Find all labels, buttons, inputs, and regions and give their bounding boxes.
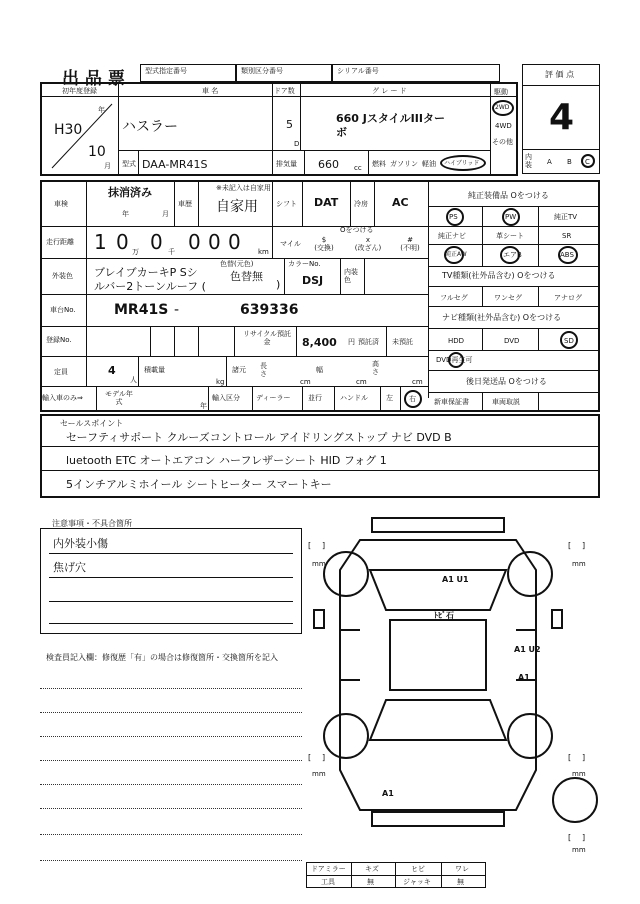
sales-line-2: luetooth ETC オートエアコン ハーフレザーシート HID フォグ 1 bbox=[66, 454, 387, 467]
mark-tobiishi: ﾄﾋﾞ石 bbox=[434, 611, 454, 620]
mark-a1-bottom: A1 bbox=[382, 789, 394, 798]
score-box: 評 価 点 4 内装 A B C bbox=[522, 64, 600, 174]
car-name: ハスラー bbox=[122, 119, 178, 135]
month-value: 10 bbox=[88, 144, 106, 160]
recycle-fee: 8,400 bbox=[302, 336, 337, 349]
mileage-row: 走行距離 1 0 万 0 千 0 0 0 km マイル Oをつける $ (交換) x (改ざん) # (不明) bbox=[46, 226, 420, 256]
mark-a1u1: A1 U1 bbox=[442, 575, 469, 584]
year-value: H30 bbox=[54, 122, 83, 138]
date-slash bbox=[46, 98, 116, 172]
doors-value: 5 bbox=[286, 118, 293, 131]
registration-row: 登録No. リサイクル預託金 8,400 円 預託済 未預託 bbox=[40, 326, 428, 356]
car-diagram bbox=[300, 510, 610, 860]
color-change: 色替無 bbox=[230, 270, 263, 283]
usage-value: 自家用 bbox=[216, 199, 258, 215]
note-line-1: 内外装小傷 bbox=[53, 537, 108, 550]
svg-text:]: ] bbox=[322, 753, 326, 762]
capacity-value: 4 bbox=[108, 364, 116, 377]
color-code: DSJ bbox=[302, 274, 324, 287]
svg-text:[: [ bbox=[568, 541, 572, 550]
sales-line-3: 5インチアルミホイール シートヒーター スマートキー bbox=[66, 478, 332, 491]
svg-text:[: [ bbox=[568, 753, 572, 762]
sales-points-box: セールスポイント セーフティサポート クルーズコントロール アイドリングストップ ナビ DVD B luetooth ETC オートエアコン ハーフレザーシート HID フォグ 1 5インチアルミホイール シートヒーター スマートキー bbox=[40, 414, 600, 498]
svg-text:[: [ bbox=[308, 541, 312, 550]
capacity-row: 定員 4 人 積載量 kg 諸元 長さ cm 幅 cm 高さ cm bbox=[40, 356, 428, 386]
svg-text:]: ] bbox=[582, 833, 586, 842]
shaken-row: 車検 抹消済み 年 月 車歴 ※未記入は自家用 自家用 シフト DAT 冷房 AC bbox=[40, 180, 428, 226]
ruibetsu-box: 類別区分番号 bbox=[236, 64, 332, 82]
ac-value: AC bbox=[392, 196, 409, 209]
shaken-value: 抹消済み bbox=[108, 186, 152, 199]
form-title: 出 品 票 bbox=[62, 69, 125, 89]
tools-table: ドアミラー キズ ヒビ ワレ 工具 無 ジャッキ 無 bbox=[306, 862, 486, 888]
shift-value: DAT bbox=[314, 196, 339, 209]
serial-box: シリアル番号 bbox=[332, 64, 500, 82]
svg-text:]: ] bbox=[322, 541, 326, 550]
vehicle-info-box: 初年度登録 年 H30 10 月 車 名 ハスラー ドア数 5 D グ レ ー ド 660 JスタイルIIIター ボ 駆動 2WD 4WD その他 型式 DAA-MR41S 排気量 660 cc 燃料 ガソリン 軽油 ハイブリッド bbox=[40, 82, 518, 176]
svg-text:[: [ bbox=[308, 753, 312, 762]
color-row: 外装色 ブレイブカーキP Sシ ルバー2トーンルーフ ( 色替(元色) 色替無 ) カラーNo. DSJ 内装色 bbox=[40, 258, 428, 294]
grade-value: 660 JスタイルIIIター bbox=[336, 112, 445, 125]
sales-line-1: セーフティサポート クルーズコントロール アイドリングストップ ナビ DVD B bbox=[66, 431, 452, 444]
chassis-number: 639336 bbox=[240, 302, 299, 318]
mark-a1-right: A1 bbox=[518, 673, 530, 682]
model-code: DAA-MR41S bbox=[142, 158, 208, 171]
import-row: 輸入車のみ⇒ モデル年式 年 輸入区分 ディーラー 並行 ハンドル 左 右 bbox=[40, 386, 428, 412]
chassis-row: 車台No. MR41S - 639336 bbox=[40, 294, 428, 326]
svg-text:]: ] bbox=[582, 753, 586, 762]
mark-a1u2: A1 U2 bbox=[514, 645, 541, 654]
svg-text:[: [ bbox=[568, 833, 572, 842]
chassis-model: MR41S bbox=[114, 302, 169, 318]
svg-text:]: ] bbox=[582, 541, 586, 550]
displacement: 660 bbox=[318, 158, 339, 171]
equipment-panel: 純正装備品 Oをつける PS PW 純正TV 純正ナビ 革シート SR 純正AW エアB ABS TV種類(社外品含む) Oをつける フルセグ ワンセグ アナログ ナビ種類(社外品含む) Oをつける HDD DVD SD DVD再生可 後日発送品 Oをつける 新車保証書 車両取説 bbox=[428, 180, 600, 412]
exterior-color: ブレイブカーキP Sシ bbox=[94, 266, 198, 279]
katashiki-box: 型式指定番号 bbox=[140, 64, 236, 82]
note-line-2: 焦げ穴 bbox=[53, 561, 86, 574]
score-value: 4 bbox=[549, 97, 575, 138]
notes-box bbox=[40, 528, 302, 634]
